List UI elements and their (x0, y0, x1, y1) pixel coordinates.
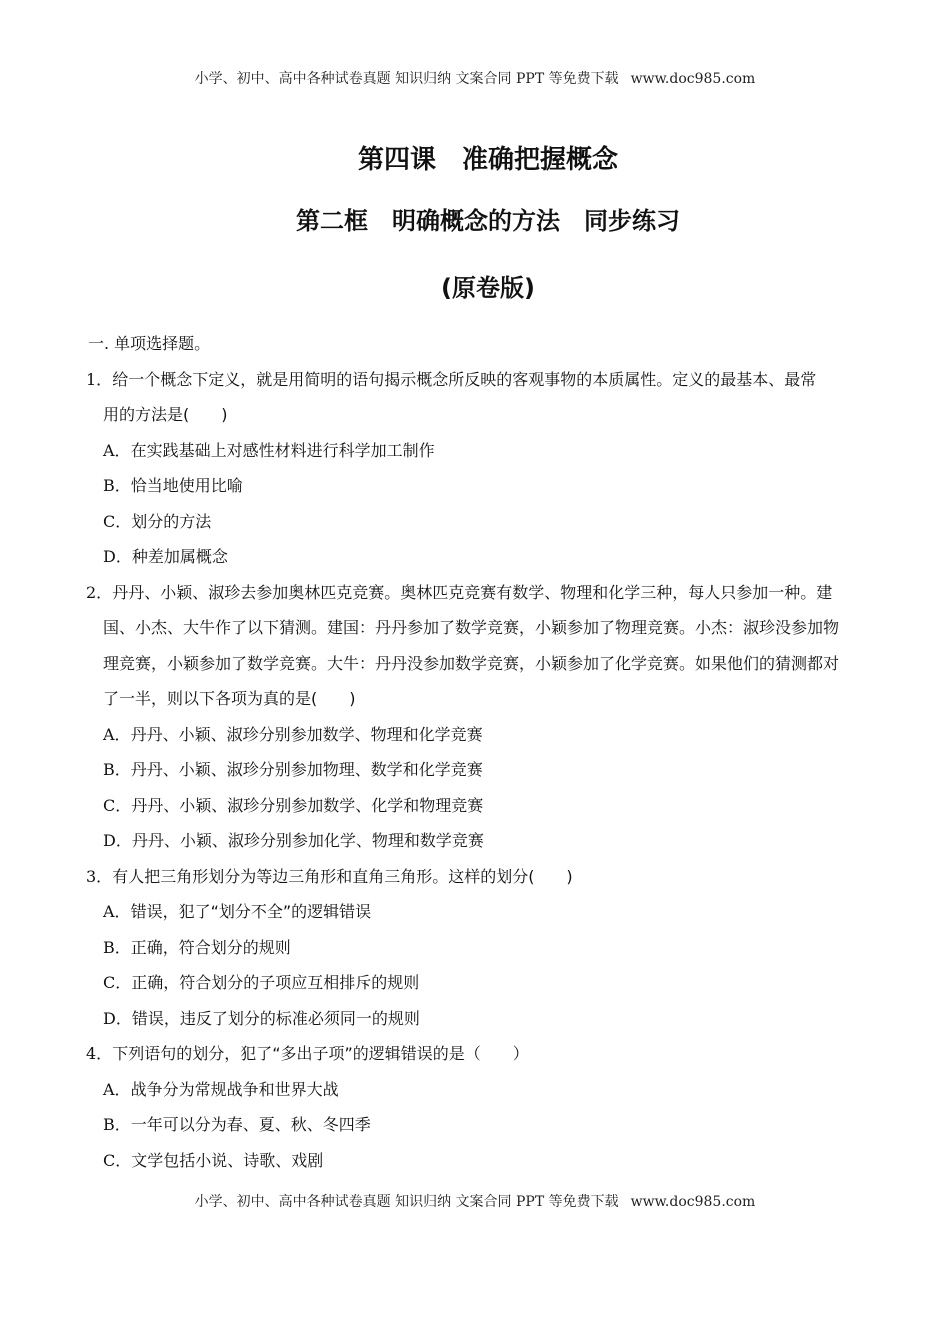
question-3-option-a (86, 894, 866, 930)
question-text: 给一个概念下定义，就是用简明的语句揭示概念所反映的客观事物的本质属性。定义的最基本、最常 (112, 369, 817, 389)
option-letter: C． (103, 973, 132, 992)
footer-text: 小学、初中、高中各种试卷真题 知识归纳 文案合同 PPT 等免费下载 (194, 1194, 619, 1210)
option-text: 划分的方法 (131, 511, 212, 531)
question-4-line-1 (86, 1036, 866, 1072)
option-text: 丹丹、小颖、淑珍分别参加物理、数学和化学竞赛 (130, 760, 483, 779)
option-letter: B． (103, 937, 131, 957)
option-text: 战争分为常规战争和世界大战 (130, 1079, 339, 1099)
option-letter: D． (103, 831, 132, 850)
option-text: 丹丹、小颖、淑珍分别参加数学、化学和物理竞赛 (131, 795, 484, 815)
option-letter: B． (103, 476, 131, 495)
question-number: 3． (86, 866, 113, 886)
option-letter: A． (103, 1079, 131, 1099)
question-4-option-c (86, 1143, 866, 1179)
option-text: 正确，符合划分的规则 (130, 937, 291, 957)
question-text: 下列语句的划分，犯了“多出子项”的逻辑错误的是（ ） (112, 1044, 529, 1063)
option-text: 丹丹、小颖、淑珍分别参加化学、物理和数学竞赛 (131, 831, 484, 850)
option-letter: A． (103, 902, 131, 921)
option-text: 在实践基础上对感性材料进行科学加工制作 (130, 440, 435, 460)
option-text: 文学包括小说、诗歌、戏剧 (131, 1150, 324, 1170)
question-1-option-b (86, 468, 866, 504)
footer-site-url: www.doc985.com (630, 1194, 756, 1210)
question-3-option-c (86, 965, 866, 1001)
question-3-line-1 (86, 859, 866, 895)
option-letter: C． (103, 795, 132, 815)
question-2-option-c (86, 788, 866, 824)
question-1-option-d (86, 539, 866, 575)
option-letter: D． (103, 547, 132, 566)
lesson-title: 第四课 准确把握概念 (357, 145, 618, 175)
question-number: 2． (86, 582, 113, 602)
option-letter: D． (103, 1008, 132, 1028)
option-text: 丹丹、小颖、淑珍分别参加数学、物理和化学竞赛 (130, 724, 483, 744)
question-2-line-3: 理竞赛，小颖参加了数学竞赛。大牛：丹丹没参加数学竞赛，小颖参加了化学竞赛。如果他们的猜测都对 (103, 653, 840, 673)
question-1-option-c (86, 504, 866, 540)
option-letter: C． (103, 1150, 132, 1170)
header-text: 小学、初中、高中各种试卷真题 知识归纳 文案合同 PPT 等免费下载 (194, 71, 619, 87)
section-heading: 一. 单项选择题。 (88, 334, 211, 353)
option-text: 错误，犯了“划分不全”的逻辑错误 (130, 902, 372, 921)
question-text: 有人把三角形划分为等边三角形和直角三角形。这样的划分( ) (112, 866, 573, 886)
question-2-option-d (86, 823, 866, 859)
question-2-line-1 (86, 575, 866, 611)
section-title: 第二框 明确概念的方法 同步练习 (296, 207, 680, 235)
question-number: 1． (86, 369, 113, 389)
question-2-line-4: 了一半，则以下各项为真的是( ) (103, 689, 356, 708)
option-letter: B． (103, 760, 131, 779)
option-letter: B． (103, 1115, 131, 1134)
question-3-option-b (86, 930, 866, 966)
question-text: 丹丹、小颖、淑珍去参加奥林匹克竞赛。奥林匹克竞赛有数学、物理和化学三种，每人只参加一种。建 (112, 582, 833, 602)
question-2-option-a (86, 717, 866, 753)
header-site-url: www.doc985.com (630, 71, 756, 87)
question-1-option-a (86, 433, 866, 469)
edition-label: (原卷版) (441, 274, 535, 302)
question-2-line-2: 国、小杰、大牛作了以下猜测。建国：丹丹参加了数学竞赛，小颖参加了物理竞赛。小杰：淑珍没参加物 (103, 618, 840, 637)
page-footer (0, 1191, 950, 1211)
question-2-option-b (86, 752, 866, 788)
option-text: 种差加属概念 (131, 547, 228, 566)
option-letter: A． (103, 440, 131, 460)
option-text: 错误，违反了划分的标准必须同一的规则 (131, 1008, 420, 1028)
exercise-content (86, 326, 866, 1178)
question-4-option-b (86, 1107, 866, 1143)
question-1-line-1 (86, 362, 866, 398)
question-number: 4． (86, 1044, 113, 1063)
question-3-option-d (86, 1001, 866, 1037)
question-1-line-2: 用的方法是( ) (103, 405, 228, 424)
option-text: 一年可以分为春、夏、秋、冬四季 (130, 1115, 371, 1134)
question-4-option-a (86, 1072, 866, 1108)
option-letter: C． (103, 511, 132, 531)
option-text: 恰当地使用比喻 (130, 476, 243, 495)
page-header (0, 68, 950, 88)
option-letter: A． (103, 724, 131, 744)
option-text: 正确，符合划分的子项应互相排斥的规则 (131, 973, 420, 992)
